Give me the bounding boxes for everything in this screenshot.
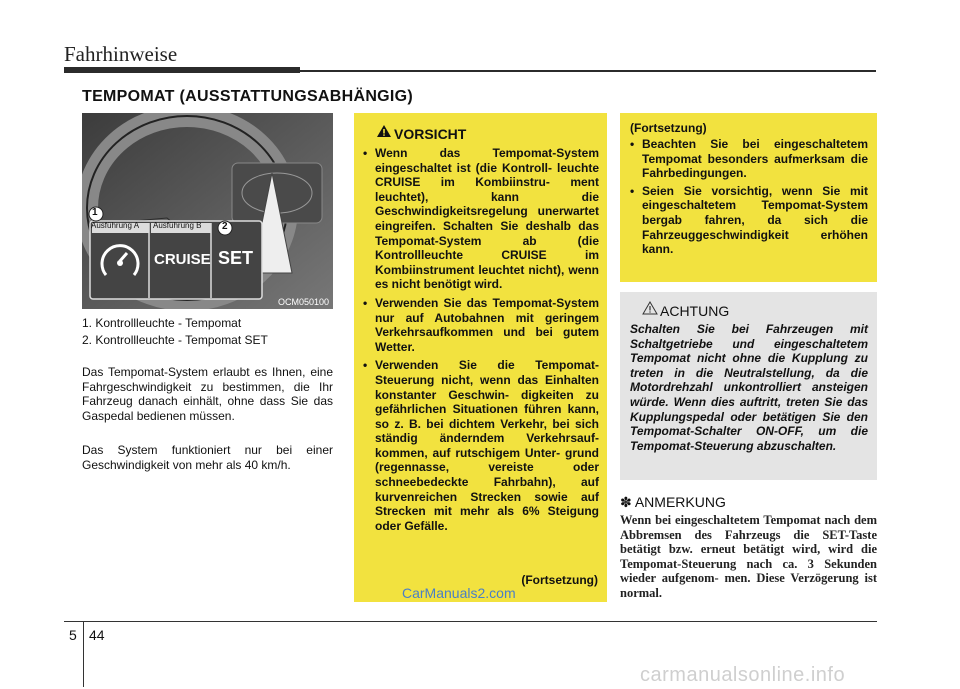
- achtung-title: ACHTUNG: [660, 303, 730, 319]
- achtung-text: Schalten Sie bei Fahrzeugen mit Schaltgetriebe und eingeschaltetem Tempomat nicht ohne die Kupplung zu treten in die Neutralstellung, da die Motordrehzahl unkontrolliert ansteigen würde. Wenn dies auftritt, treten Sie das Kupplungspedal oder betätigen Sie den Tempomat-Schalter ON-OFF, um die Tempomat-Steuerung abzuschalten.: [630, 322, 868, 453]
- legend-item: 2. Kontrollleuchte - Tempomat SET: [82, 333, 268, 347]
- illustration-code: [82, 297, 333, 310]
- achtung-box: [620, 292, 877, 480]
- warning-outline-icon: [642, 301, 658, 315]
- warning-icon: [376, 124, 392, 138]
- variant-b-label: Ausführung B: [153, 221, 202, 230]
- watermark-carmanualsonline: carmanualsonline.info: [640, 664, 846, 686]
- watermark-carmanuals2: CarManuals2.com: [402, 585, 516, 601]
- header-bar: [64, 67, 300, 73]
- marker-2: 2: [222, 221, 228, 232]
- chapter-number: 5: [69, 627, 77, 643]
- header-section-title: Fahrhinweise: [64, 42, 178, 66]
- caution-item: • Verwenden Sie die Tempomat-Steuerung nicht, wenn das Einhalten konstanter Geschwin- digkeiten zu gefährlichen Situationen führen kann, so z. B. bei dichtem Verkehr, bei sich ständig änderndem Verkehrsauf- kommen, auf rutschigem Unter- grund (regennasse, vereiste oder schneebedeckte Fahrbahn), auf kurvenreichen Strecken sowie auf Strecken mit mehr als 6% Steigung oder Gefälle.: [363, 358, 599, 533]
- continuation-title: (Fortsetzung): [630, 121, 707, 135]
- marker-1: 1: [92, 207, 98, 218]
- caution-item: • Verwenden Sie das Tempomat-System nur auf Autobahnen mit geringem Verkehrsaufkommen und bei gutem Wetter.: [363, 296, 599, 354]
- caution-box: [354, 113, 607, 602]
- header-rule: [300, 70, 876, 72]
- page-title: TEMPOMAT (AUSSTATTUNGSABHÄNGIG): [82, 88, 414, 105]
- continued-note: (Fortsetzung): [521, 573, 598, 587]
- intro-paragraph: Das Tempomat-System erlaubt es Ihnen, eine Fahrgeschwindigkeit zu bestimmen, die Ihr Fahrzeug danach einhält, ohne dass Sie das Gaspedal bedienen müssen.: [82, 365, 333, 423]
- footer-divider: [83, 621, 84, 687]
- page-number: 44: [89, 627, 105, 643]
- set-indicator-text: SET: [218, 248, 254, 268]
- note-text: Wenn bei eingeschaltetem Tempomat nach dem Abbremsen des Fahrzeugs die SET-Taste betätigt bzw. erneut betätigt wird, wird die Tempomat-Steuerung nach ca. 3 Sekunden wieder aufgenom- men. Diese Verzögerung ist normal.: [620, 513, 877, 600]
- footer-rule: [64, 621, 877, 622]
- legend-item: 1. Kontrollleuchte - Tempomat: [82, 316, 242, 330]
- dashboard-illustration: [82, 113, 333, 309]
- speed-paragraph: Das System funktioniert nur bei einer Geschwindigkeit von mehr als 40 km/h.: [82, 443, 333, 472]
- caution-item: • Wenn das Tempomat-System eingeschaltet ist (die Kontroll- leuchte CRUISE im Kombiinstru- ment leuchtet), kann die Geschwindigkeitsregelung unerwartet eingreifen. Schalten Sie deshalb das Tempomat-System ab (die Kontrollleuchte CRUISE im Kombiinstrument leuchtet nicht), wenn es nicht benötigt wird.: [363, 146, 599, 292]
- note-title: ✽ ANMERKUNG: [620, 494, 726, 510]
- continuation-box: [620, 113, 877, 282]
- variant-a-label: Ausführung A: [91, 221, 140, 230]
- continuation-item: • Beachten Sie bei eingeschaltetem Tempomat besonders aufmerksam die Fahrbedingungen.: [630, 137, 868, 181]
- illustration-code-text: OCM050100: [277, 297, 329, 307]
- continuation-item: • Seien Sie vorsichtig, wenn Sie mit eingeschaltetem Tempomat-System bergab fahren, da sich die Fahrzeuggeschwindigkeit erhöhen kann.: [630, 184, 868, 257]
- caution-title: VORSICHT: [394, 126, 467, 142]
- cruise-indicator-text: CRUISE: [154, 251, 211, 268]
